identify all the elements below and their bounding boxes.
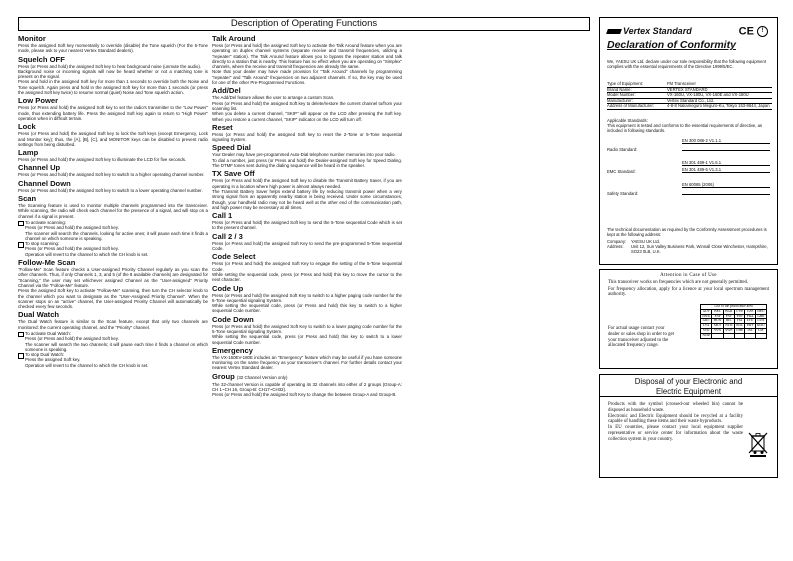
country-code: AUT: [701, 309, 712, 314]
country-code: [734, 333, 745, 338]
country-code: ISL: [745, 328, 755, 333]
section-heading: [212, 123, 402, 132]
disposal-title-line: Electric Equipment: [655, 386, 721, 396]
company-label: Company:: [607, 239, 627, 244]
attention-title: Attention in Case of Use: [660, 273, 717, 278]
country-code: SWE: [725, 327, 733, 332]
declaration-title: Declaration of Conformity: [607, 39, 736, 51]
section-body: Press (or Press and hold) the assigned Soft key. The scanner will search the two channels; it will pause each time it finds a channel on which someone is speaking.: [25, 336, 208, 352]
section-heading-text: Reset: [212, 122, 233, 132]
tech-note: The technical documentation as required by the Conformity Assessment procedures is kept at the following address:: [607, 227, 767, 237]
country-code: FIN: [734, 314, 745, 319]
country-code: NLD: [725, 323, 733, 328]
section-body: Press (or Press and hold) the assigned Soft key to illuminate the LCD for five seconds.: [18, 157, 187, 163]
address-value: Unit 12, Sun Valley Business Park, Winnall Close Winchester, Hampshire, SO23 0LB, U.K.: [631, 244, 768, 254]
country-code: CHE: [736, 327, 744, 332]
section-heading: [18, 96, 208, 105]
section-heading: [212, 211, 402, 220]
spec-label: Type of Equipment:: [607, 82, 667, 87]
section-body: Press (or Press and hold) the assigned Soft Key to engage the setting of the 5-Tone sequential Code. While setting the sequential code, press (or Press and hold) this key to move the cursor to the next character.: [212, 261, 402, 283]
functions-column-left: [18, 33, 208, 368]
country-code: [712, 333, 723, 338]
spec-value: 4-8-8 Nakameguro Meguro-Ku, Tokyo 153-8644, Japan: [667, 104, 772, 110]
section-heading-text: Lamp: [18, 148, 39, 158]
country-code: [723, 333, 734, 338]
applicable-standards: [607, 118, 769, 198]
section-heading-text: Call 2 / 3: [212, 231, 243, 241]
technical-documentation: [607, 227, 769, 254]
standard-value: EN 301 489-1 V1.6.1: [682, 160, 770, 166]
standard-row-emc: [607, 160, 769, 176]
standard-value: EN 300 086-2 V1.1.1: [682, 138, 770, 144]
standard-label: Safety Standard:: [607, 191, 639, 196]
applicable-standards-note: This equipment is tested and conforms to the essential requirements of directive, as included in following standards.: [607, 123, 763, 133]
country-code: MLT: [712, 324, 723, 329]
attention-paragraph: This transceiver works on frequencies which are not generally permitted.: [608, 279, 749, 285]
spec-label: Model Number:: [607, 93, 667, 99]
section-heading-text: Channel Down: [18, 178, 71, 188]
functions-column-right: [212, 33, 402, 399]
section-body: Press (or Press and hold) the assigned Soft key to switch to a lower operating channel number.: [18, 187, 203, 193]
section-heading: [18, 194, 208, 203]
country-code: CZE: [746, 308, 754, 313]
country-code: BEL: [712, 309, 723, 314]
section-body: Press (or Press and hold) the assigned Soft key to reset the 2-Tone or 5-Tone sequential signaling System.: [212, 131, 402, 143]
section-heading-text: Talk Around: [212, 34, 256, 43]
section-body: The Scanning feature is used to monitor multiple channels programmed into the transceiver. While scanning, the radio will check each channel for the presence of a signal, and will stop on a channel if a signal is present.: [18, 203, 208, 219]
section-heading-text: Group: [212, 371, 235, 381]
section-heading-text: Speed Dial: [212, 143, 251, 153]
disposal-title: [600, 375, 777, 397]
section-heading: [18, 55, 208, 64]
spec-label: Brand Name:: [607, 87, 667, 93]
section-heading: [212, 315, 402, 324]
country-code: DEU: [757, 308, 765, 313]
checkbox-step-label: To activate Dual Watch:: [18, 331, 208, 336]
logo-mark-icon: [606, 29, 622, 34]
equipment-spec-table: [607, 82, 772, 110]
section-body: Press (or Press and hold) the assigned Soft key. The scanner will search the channels, looking for active ones; it will pause each time it finds a channel on which someone is speaking.: [25, 225, 208, 241]
section-heading-text: Lock: [18, 122, 36, 132]
section-body: The Add/Del feature allows the user to arrange a custom Scan. Press (or Press and hold) the assigned Soft key to delete/restore the current channel to/from your scanning list. When you delete a current channel, "SKIP" will appear on the LCD after pressing the Soft key. When you restore a current channel, "SKIP" indicator on the LCD will turn off.: [212, 95, 402, 122]
section-body: Press (or Press and hold) the assigned Soft key to set the radio's transmitter to the "Low Power" mode, thus extending battery life. Press the assigned Soft key again to return to "High Power" operation when in difficult terrain.: [18, 105, 208, 121]
standard-row-radio: [607, 138, 769, 154]
section-heading: [18, 122, 208, 131]
section-body: Press (or Press and hold) the assigned Soft key to hear background noise (unmute the audio). Background noise or incoming signals will now be heard whether or not a matching tone is present on the signal. Press and hold in the assigned Soft key for more than 1 seconds to override both the Noise and Tone squelch. Again press and hold in the assigned Soft key for more than 1 seconds (or press the assigned Soft key twice) to resume normal (quiet) Noise and Tone squelch action.: [18, 63, 208, 96]
standard-value: EN 60065 (2006): [682, 182, 770, 188]
country-code: CYP: [736, 308, 744, 313]
country-code: ITA: [734, 319, 745, 324]
crossed-out-bin-icon: [747, 431, 769, 457]
section-heading: [212, 143, 402, 152]
alert-icon: !: [757, 26, 768, 37]
spec-value: FM Transceiver: [667, 82, 772, 87]
country-code: FRA: [746, 313, 754, 318]
company-value: YAESU UK Ltd.: [631, 239, 661, 244]
section-heading-text: Code Down: [212, 314, 254, 324]
standard-label: Radio Standard:: [607, 147, 638, 152]
section-heading-text: Code Up: [212, 283, 244, 293]
brand-name: Vertex Standard: [623, 26, 692, 36]
country-code: GRC: [701, 319, 712, 324]
section-body: Press (or Press and hold) the assigned Soft Key to switch to a higher paging code number for the 5-Tone sequential signaling System. While setting the sequential code, press (or Press and hold) this key to switch to a higher sequential Code number.: [212, 292, 402, 314]
section-heading-text: Scan: [18, 194, 37, 204]
applicable-standards-heading: Applicable Standards:: [607, 118, 648, 123]
section-heading: [18, 310, 208, 319]
attention-box: [599, 269, 778, 369]
country-code: ROU: [757, 323, 765, 328]
practicable-area-table: [700, 304, 767, 339]
section-heading-note: (32 Channel Version only): [236, 374, 288, 380]
checkbox-step-label: To activate scanning:: [18, 220, 208, 225]
standard-value: [682, 145, 770, 151]
section-heading: [212, 372, 402, 382]
section-heading: [212, 284, 402, 293]
spec-value: VERTEX STANDARD: [667, 87, 772, 93]
country-code: NOR: [702, 332, 710, 337]
checkbox-step-label: To stop scanning:: [18, 241, 208, 246]
section-body: Press (or Press and hold) the assigned Soft Key to switch to a lower paging code number for the 5-Tone sequential signaling System. While setting the sequential code, press (or Press and hold) this key to switch to a lower sequential Code number.: [212, 323, 402, 345]
section-heading-text: Low Power: [18, 96, 59, 106]
spec-row: [607, 104, 772, 110]
country-code: SVK: [701, 328, 712, 333]
spec-label: Manufacturer:: [607, 98, 667, 104]
section-heading: [212, 346, 402, 355]
section-heading-text: Channel Up: [18, 163, 61, 173]
country-code: HUN: [713, 318, 722, 323]
spec-value: Vertex Standard Co., Ltd.: [667, 98, 772, 104]
standard-label: EMC Standard:: [607, 169, 636, 174]
disposal-title-line: Disposal of your Electronic and: [634, 377, 743, 386]
checkbox-step-label: To stop Dual Watch:: [18, 352, 208, 357]
country-code: POL: [736, 323, 743, 328]
address-row: [607, 244, 769, 254]
country-row: [701, 333, 767, 338]
disposal-box: [599, 374, 778, 478]
section-heading: [212, 169, 402, 178]
section-heading-text: Emergency: [212, 345, 253, 355]
section-heading-text: Code Select: [212, 252, 256, 262]
section-heading: [212, 252, 402, 261]
standard-value: EN 301 489-5 V1.3.1: [682, 167, 770, 173]
country-code: DNK: [702, 313, 710, 318]
country-code: BGR: [725, 308, 733, 313]
country-code: GBR: [757, 313, 765, 318]
section-body: Press (or Press and hold) the assigned Soft key to lock the Soft keys (except Emergency, Lock and Monitor key); thus, the [A], [B], [C], and MONITOR keys can be disabled to prevent radio settings from being disturbed.: [18, 131, 208, 147]
page-title: Description of Operating Functions: [18, 17, 590, 31]
spec-value: VX-160U, VX-180U, VX-160E and VX-180U: [667, 93, 772, 99]
country-code: LIE: [755, 328, 766, 333]
section-body: Press (or Press and hold) the assigned Soft Key to send the pre-programmed 5-Tone sequential Code.: [212, 240, 402, 252]
attention-paragraph: For frequency allocation, apply for a licence at your local spectrum management authority.: [608, 286, 769, 298]
country-code: [745, 333, 755, 338]
section-body: The Dual Watch feature is similar to the Scan feature, except that only two channels are monitored: the current operating channel, and the "Priority" channel.: [18, 319, 208, 330]
section-body: Press (or Press and hold) the assigned Soft key to send the 5-Tone sequential Code which is set to the present channel.: [212, 220, 402, 231]
section-body: Press (or Press and hold) the assigned Soft key to activate the Talk Around feature when you are operating on duplex channel systems (separate receive and transmit frequencies, utilizing a "repeater" station). The Talk Around feature allows you to bypass the repeater station and talk directly to a station that is nearby. This feature has no effect when you are operating on "Simplex" channels, where the receive and transmit frequencies are already the same. Note that your dealer may have made provision for "Talk Around" channels by programming "repeater" and "Talk Around" frequencies on two adjacent channels. If so, the key may be used for one of the other Pre-Programmed Functions.: [212, 43, 402, 86]
section-body: The 32-channel Version is capable of operating its 32 channels into either of 2 groups (Group-A: CH 1~CH 16, Group-B: CH17~CH32). Press (or Press and hold) the assigned Soft Key to change the between Group-A and Group-B.: [212, 381, 402, 398]
section-heading: [212, 34, 402, 43]
section-body: Press (or Press and hold) the assigned Soft key to disable the Transmit Battery Saver, if you are operating in a location where high power is almost always needed. The Transmit Battery Saver helps extend battery life by reducing transmit power when a very strong signal from an apparently nearby station is being received. Under some circumstances, though, your handheld radio may not be heard well at the other end of the communication path, and high power may be necessary at all times.: [212, 178, 402, 210]
section-heading: [212, 232, 402, 241]
section-body: Press the assigned Soft key. Operation will revert to the channel to which the CH knob is set.: [25, 357, 149, 368]
section-heading-text: Follow-Me Scan: [18, 258, 76, 268]
ce-mark: [739, 26, 768, 37]
country-code: EST: [723, 314, 734, 319]
standard-row-safety: [607, 182, 769, 198]
section-heading-text: Squelch OFF: [18, 54, 65, 64]
section-heading-text: Call 1: [212, 211, 233, 221]
country-code: PRT: [745, 324, 755, 329]
section-heading: [18, 148, 208, 157]
section-heading-text: Monitor: [18, 34, 46, 43]
declaration-of-conformity: [599, 17, 778, 265]
country-code: SVN: [712, 328, 723, 333]
vertex-standard-logo: [607, 26, 692, 36]
section-heading: [18, 34, 208, 43]
section-heading-text: Dual Watch: [18, 310, 60, 320]
section-body: "Follow-Me" Scan feature checks a User-assigned Priority Channel regularly as you scan the other channels. Thus, if only Channels 1, 3, and 5 (of the 8 available channels) are designated for "Scanning," the user may set whichever assigned Channel as the "User-assigned" Priority Channel via the "Follow-Me" feature. Press the assigned Soft key to activate "Follow-Me" scanning, then turn the CH selector knob to the channel which you want to designate as the "User-Assigned Priority Channel". When the scanner stops on an "active" channel, the User-assigned Priority Channel will automatically be checked every few seconds.: [18, 267, 208, 310]
declaration-intro: We, YAESU UK Ltd. declare under our sole responsibility that the following equipment complies with the essential requirements of the Directive 1999/5/EC.: [607, 59, 766, 69]
country-code: [755, 333, 766, 338]
country-code: LTU: [746, 318, 754, 323]
section-heading-text: Add/Del: [212, 86, 241, 96]
section-body: Your Dealer may have pre-programmed Auto-Dial telephone number memories into your radio. To dial a number, just press (or Press and hold) the Dealer-assigned Soft key for Speed Dialing. The DTMF tones sent during the dialing sequence will be heard in the speaker.: [212, 152, 402, 169]
section-body: Press the assigned Soft key momentarily to override (disable) the Tone squelch (For the 5-Tone mode, please ask to your nearest Vertex Standard dealers).: [18, 43, 208, 54]
practicable-area-title: List of the practicable area: [701, 305, 767, 310]
attention-paragraph: For actual usage contact your dealer or sales shop in order to get your transceiver adjusted to the allocated frequency range.: [608, 326, 674, 349]
country-code: LVA: [701, 324, 712, 329]
section-body: The VX-160EV-180E includes an "Emergency" feature which may be useful if you have someone monitoring on the same frequency as your transceiver's channel. For further details contact your nearest Vertex Standard dealer.: [212, 354, 402, 371]
section-heading: [212, 86, 402, 95]
section-heading-text: TX Save Off: [212, 169, 255, 179]
country-code: ESP: [712, 314, 723, 319]
section-body: Press (or Press and hold) the assigned Soft key to switch to a higher operating channel number.: [18, 172, 205, 178]
address-label: Address:: [607, 244, 624, 249]
standard-value: [682, 189, 770, 195]
spec-label: Address of Manufacturer:: [607, 104, 667, 110]
section-heading: [18, 163, 208, 172]
disposal-body: Products with the symbol (crossed-out wheeled bin) cannot be disposed as household waste. Electronic and Electric Equipment should be recycled at a facility capable of handling these items and their waste byproducts. In EU countries, please contact your local equipment supplier representative or service center for information about the waste collection system in your country.: [608, 402, 743, 442]
section-heading: [18, 258, 208, 267]
section-body: Press (or Press and hold) the assigned Soft key. Operation will revert to the channel to which the CH knob is set.: [25, 246, 149, 257]
section-heading: [18, 179, 208, 188]
country-code: IRL: [723, 319, 734, 324]
ce-mark-text: CE: [738, 25, 754, 38]
country-code: LUX: [757, 318, 765, 323]
